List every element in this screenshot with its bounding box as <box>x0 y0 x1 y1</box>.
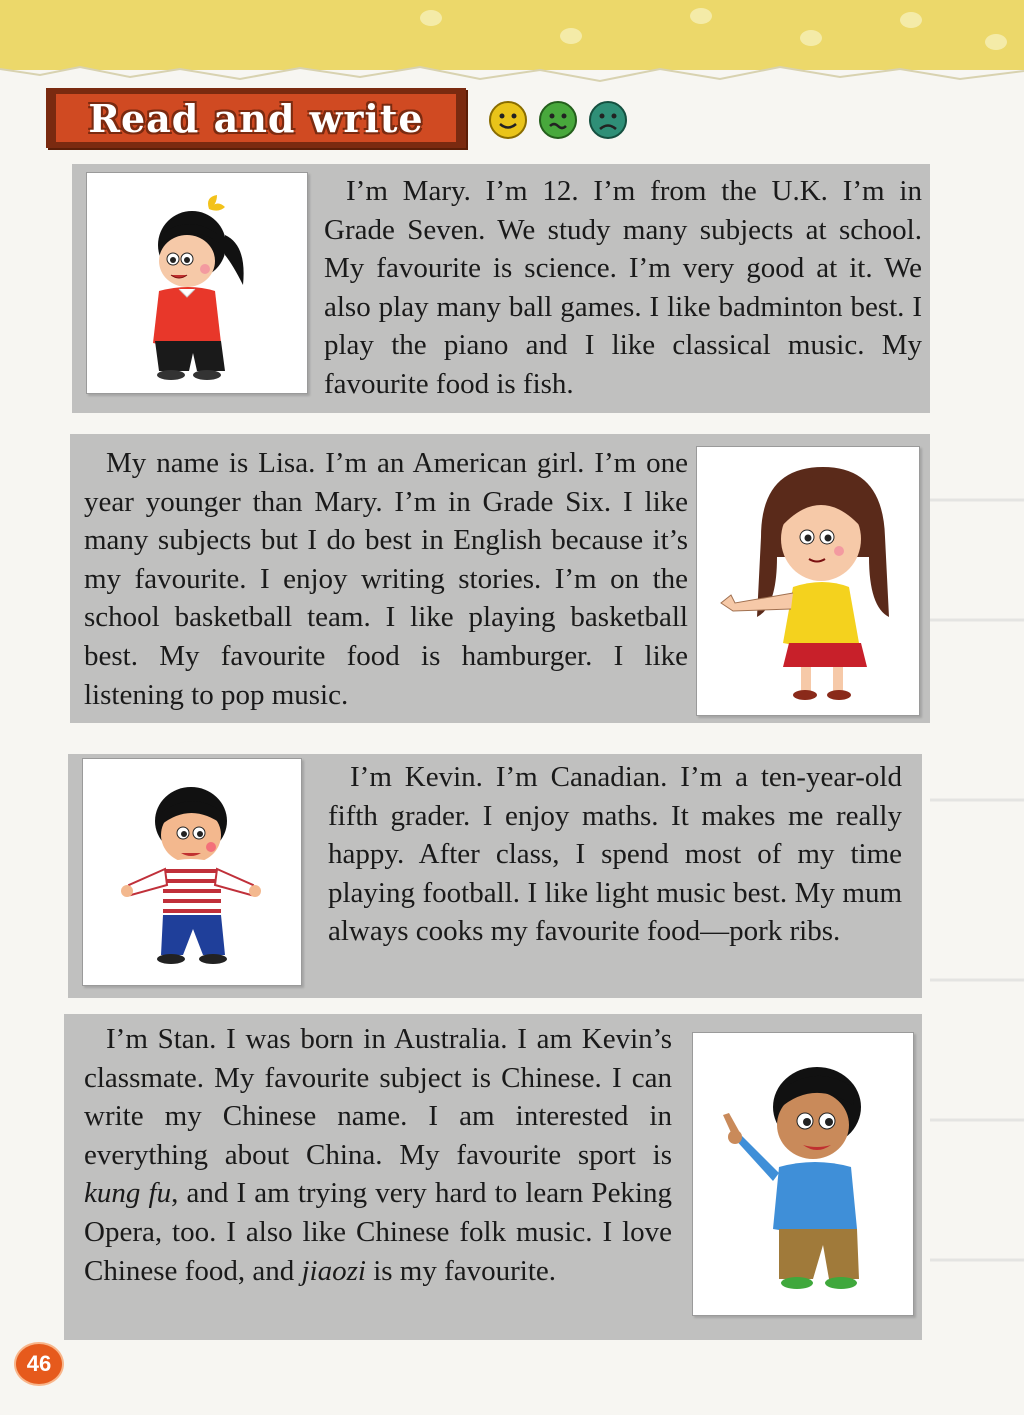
passage-panel-stan <box>64 1014 922 1340</box>
passage-text-stan <box>84 1020 672 1290</box>
passage-text-stan-part-2: , and I am trying very hard to learn Peking Opera, too. I also like Chinese folk music. I love Chinese food, and <box>84 1177 672 1287</box>
girl-character-icon <box>697 447 919 715</box>
girl-character-icon <box>87 173 307 393</box>
section-title: Read and write <box>88 95 424 141</box>
boy-character-icon <box>83 759 301 985</box>
passage-text-kevin: I’m Kevin. I’m Canadian. I’m a ten-year-old fifth grader. I enjoy maths. It makes me really happy. After class, I spend most of my time playing football. I like light music best. My mum always cooks my favourite food—pork ribs. <box>328 761 902 948</box>
passage-text-stan-part-1: I’m Stan. I was born in Australia. I am Kevin’s classmate. My favourite subject is Chinese. I can write my Chinese name. I am interested in everything about China. My favourite sport is <box>84 1023 672 1171</box>
kevin-illustration <box>82 758 302 986</box>
stan-illustration <box>692 1032 914 1316</box>
background-ghost-lines <box>930 420 1024 1320</box>
page-number-badge: 46 <box>14 1342 64 1386</box>
boy-character-icon <box>693 1033 913 1315</box>
mary-illustration <box>86 172 308 394</box>
sad-face-icon <box>588 100 628 140</box>
kung-fu-term: kung fu <box>84 1177 172 1210</box>
section-header-plate <box>56 94 456 142</box>
passage-text-lisa: My name is Lisa. I’m an American girl. I’m one year younger than Mary. I’m in Grade Six. I like many subjects but I do best in English because it’s my favourite. I enjoy writing stories. I’m on the school basketball team. I like playing basketball best. My favourite food is hamburger. I like listening to pop music. <box>84 447 688 711</box>
rating-faces <box>488 100 638 144</box>
jiaozi-term: jiaozi <box>301 1254 366 1287</box>
so-so-face-icon <box>538 100 578 140</box>
happy-face-icon <box>488 100 528 140</box>
lisa-illustration <box>696 446 920 716</box>
passage-panel-kevin <box>68 754 922 998</box>
passage-panel-mary <box>72 164 930 413</box>
passage-text-mary: I’m Mary. I’m 12. I’m from the U.K. I’m in Grade Seven. We study many subjects at school. My favourite is science. I’m very good at it. We also play many ball games. I like badminton best. I play the piano and I like classical music. My favourite food is fish. <box>324 175 922 400</box>
passage-text-stan-part-3: is my favourite. <box>365 1254 557 1287</box>
section-header <box>46 88 466 148</box>
passage-panel-lisa <box>70 434 930 723</box>
